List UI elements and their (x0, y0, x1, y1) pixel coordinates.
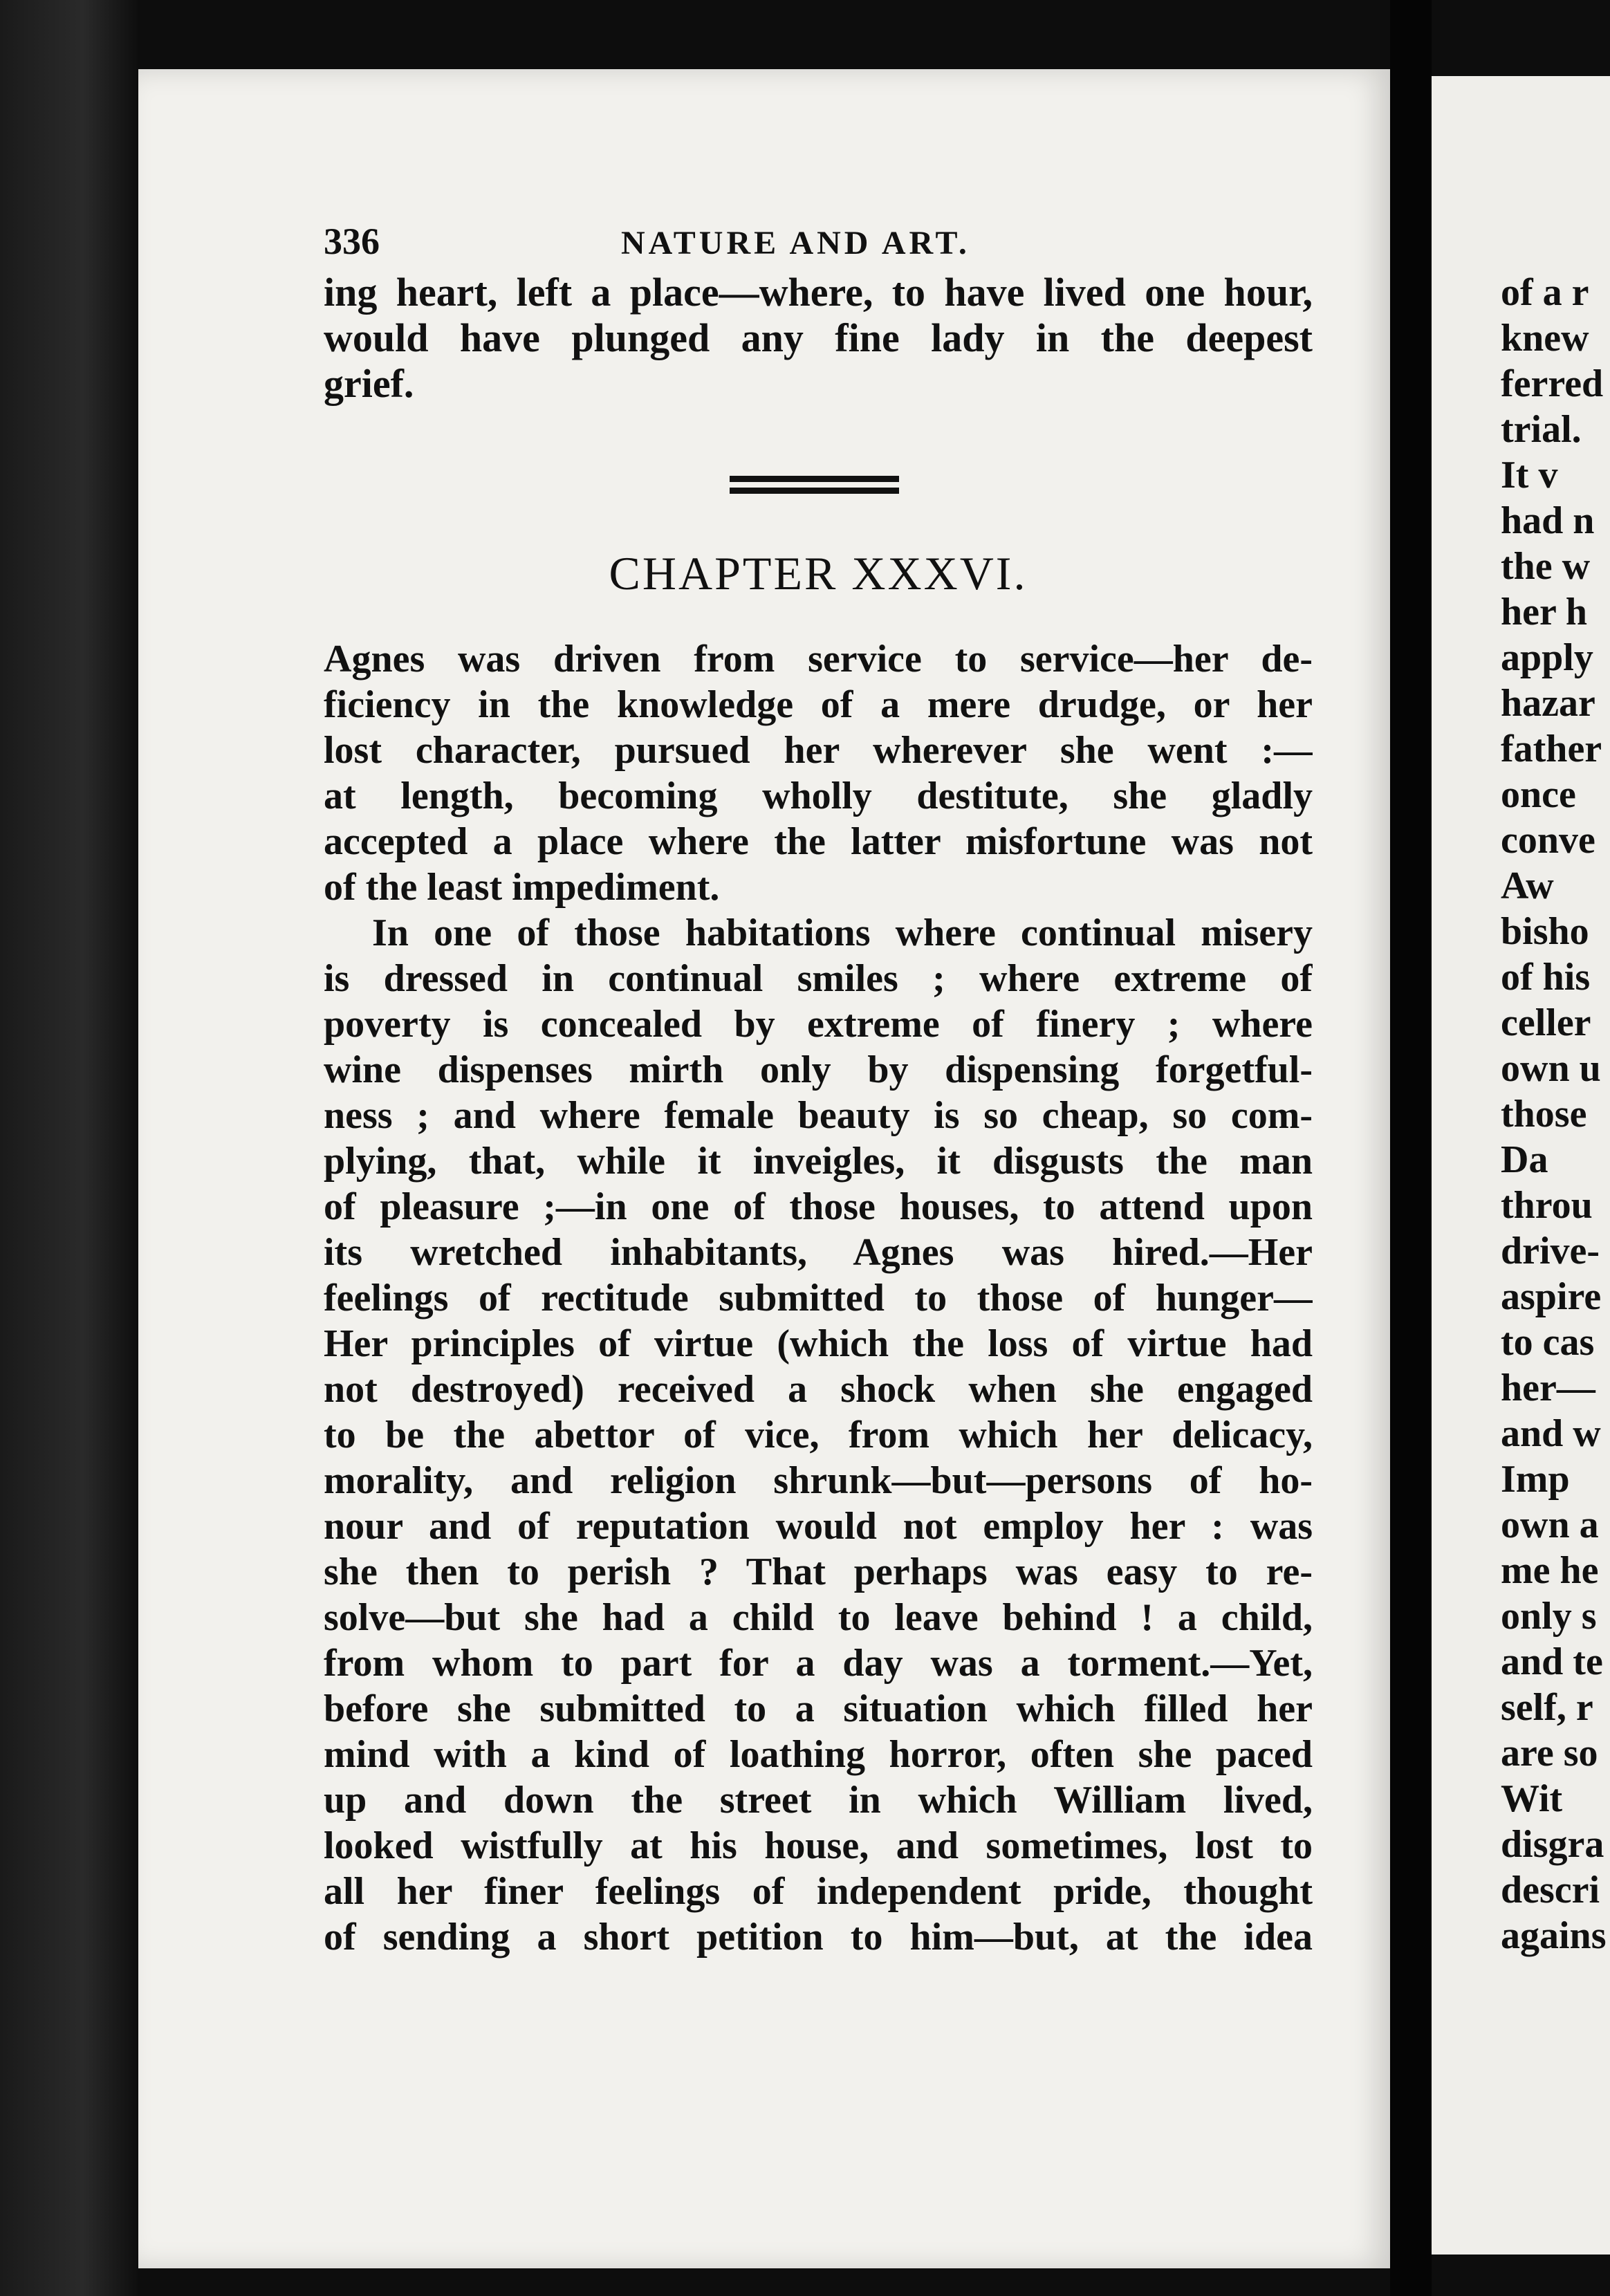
facing-text-line: descri (1501, 1869, 1600, 1911)
text-line: up and down the street in which William lived, (324, 1779, 1313, 1822)
facing-text-line: and te (1501, 1640, 1603, 1683)
facing-text-line: of his (1501, 956, 1591, 999)
facing-text-line: agains (1501, 1914, 1607, 1957)
text-line: all her finer feelings of independent pride, thought (324, 1870, 1313, 1913)
facing-text-line: her h (1501, 591, 1587, 633)
facing-text-line: Wit (1501, 1777, 1563, 1820)
facing-text-line: conve (1501, 819, 1595, 862)
text-line: Her principles of virtue (which the loss of virtue had (324, 1322, 1313, 1365)
continuation-text (324, 270, 1313, 407)
facing-text-line: Aw (1501, 864, 1554, 907)
running-head: NATURE AND ART. (621, 225, 970, 261)
text-line: solve—but she had a child to leave behind ! a child, (324, 1596, 1313, 1639)
facing-text-line: bisho (1501, 910, 1589, 953)
text-line: ing heart, left a place—where, to have lived one hour, (324, 270, 1313, 315)
text-line: ficiency in the knowledge of a mere drudge, or her (324, 683, 1313, 726)
text-line: is dressed in continual smiles ; where extreme of (324, 957, 1313, 1000)
text-line: from whom to part for a day was a torment.—Yet, (324, 1642, 1313, 1685)
page-header (324, 220, 1313, 275)
text-line: its wretched inhabitants, Agnes was hired.—Her (324, 1231, 1313, 1274)
text-line: Agnes was driven from service to service—her de- (324, 638, 1313, 681)
text-line: not destroyed) received a shock when she engaged (324, 1368, 1313, 1411)
text-line: mind with a kind of loathing horror, often she paced (324, 1733, 1313, 1776)
facing-text-line: to cas (1501, 1321, 1595, 1364)
facing-text-line: apply (1501, 636, 1593, 679)
facing-text-line: celler (1501, 1001, 1591, 1044)
facing-text-line: are so (1501, 1732, 1598, 1775)
text-line: of sending a short petition to him—but, at the idea (324, 1916, 1313, 1959)
text-line: wine dispenses mirth only by dispensing forgetful- (324, 1048, 1313, 1091)
facing-text-line: knew (1501, 317, 1589, 360)
facing-text-line: trial. (1501, 408, 1582, 451)
book-gutter (1390, 0, 1432, 2296)
facing-text-line: Imp (1501, 1458, 1570, 1501)
facing-text-line: throu (1501, 1184, 1593, 1227)
facing-text-line: own u (1501, 1047, 1601, 1090)
facing-text-line: and w (1501, 1412, 1601, 1455)
text-line: looked wistfully at his house, and sometimes, lost to (324, 1824, 1313, 1867)
facing-text-line: Da (1501, 1138, 1548, 1181)
text-line: accepted a place where the latter misfortune was not (324, 820, 1313, 863)
text-line: feelings of rectitude submitted to those of hunger— (324, 1277, 1313, 1320)
facing-text-line: It v (1501, 454, 1558, 497)
facing-text-line: had n (1501, 499, 1595, 542)
facing-text-line: hazar (1501, 682, 1595, 725)
facing-page-text (1501, 270, 1610, 1959)
text-line: plying, that, while it inveigles, it disgusts the man (324, 1140, 1313, 1183)
text-line: lost character, pursued her wherever she went :— (324, 729, 1313, 772)
facing-text-line: disgra (1501, 1823, 1604, 1866)
text-line: would have plunged any fine lady in the deepest (324, 315, 1313, 360)
book-edge (0, 0, 138, 2296)
text-line: morality, and religion shrunk—but—persons of ho- (324, 1459, 1313, 1502)
facing-text-line: father (1501, 728, 1602, 770)
text-line: In one of those habitations where continual misery (372, 911, 1313, 954)
text-line: she then to perish ? That perhaps was easy to re- (324, 1550, 1313, 1593)
facing-text-line: own a (1501, 1503, 1599, 1546)
facing-text-line: ferred (1501, 362, 1604, 405)
chapter-title: CHAPTER XXXVI. (609, 547, 1028, 600)
text-line: grief. (324, 361, 414, 406)
chapter-divider-rule (730, 476, 899, 494)
facing-text-line: aspire (1501, 1275, 1602, 1318)
facing-text-line: self, r (1501, 1686, 1593, 1729)
facing-text-line: drive- (1501, 1230, 1600, 1272)
facing-text-line: her— (1501, 1367, 1595, 1409)
text-line: of pleasure ;—in one of those houses, to attend upon (324, 1185, 1313, 1228)
page-number: 336 (324, 221, 380, 262)
text-line: nour and of reputation would not employ her : was (324, 1505, 1313, 1548)
facing-text-line: those (1501, 1093, 1587, 1136)
text-line: at length, becoming wholly destitute, she gladly (324, 775, 1313, 817)
chapter-body (324, 636, 1313, 1960)
text-line: poverty is concealed by extreme of finery ; where (324, 1003, 1313, 1046)
text-line: to be the abettor of vice, from which her delicacy, (324, 1414, 1313, 1456)
facing-text-line: only s (1501, 1595, 1597, 1638)
facing-text-line: of a r (1501, 271, 1589, 314)
facing-text-line: the w (1501, 545, 1591, 588)
facing-text-line: me he (1501, 1549, 1599, 1592)
facing-text-line: once (1501, 773, 1576, 816)
text-line: of the least impediment. (324, 866, 720, 909)
text-line: before she submitted to a situation which filled her (324, 1687, 1313, 1730)
text-line: ness ; and where female beauty is so cheap, so com- (324, 1094, 1313, 1137)
